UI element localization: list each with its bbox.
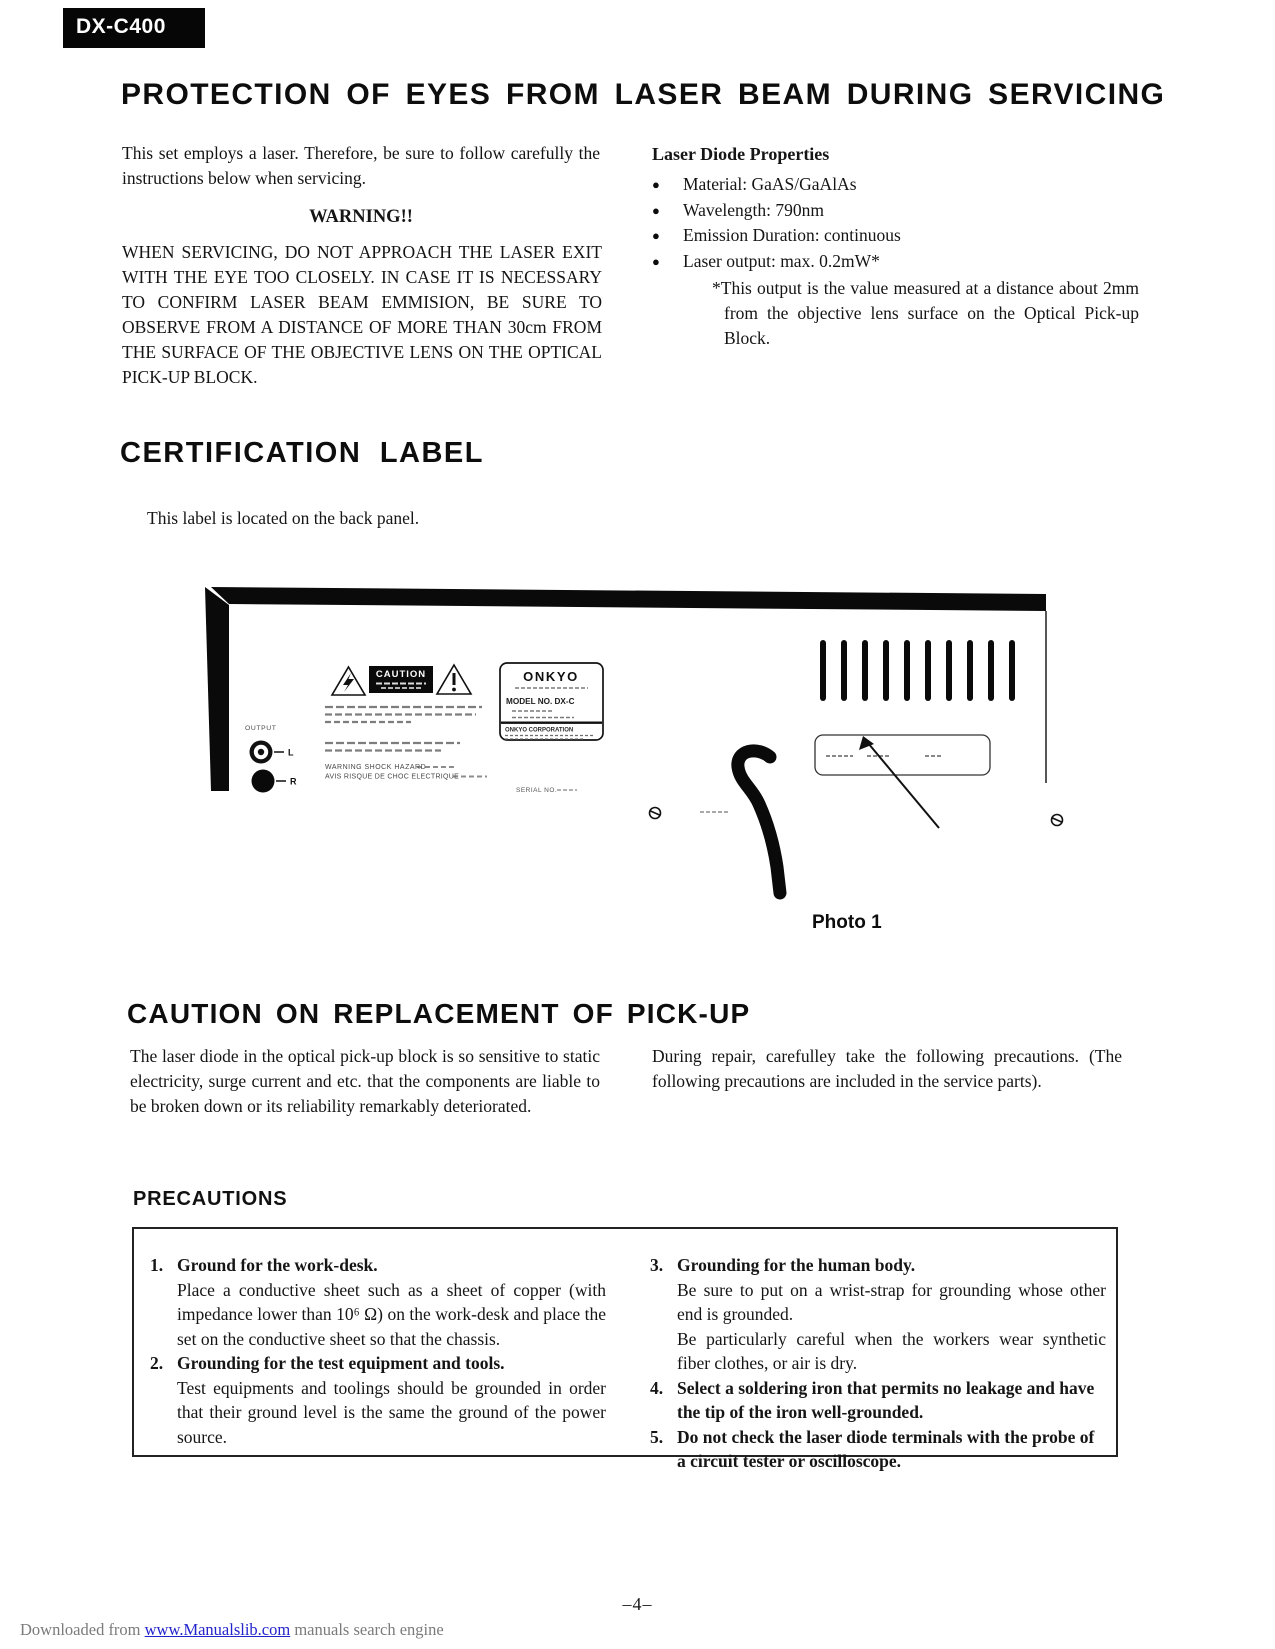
item-number: 2. — [150, 1353, 164, 1373]
download-footer — [20, 1620, 444, 1640]
bullet-icon: ● — [652, 228, 660, 243]
page-number: –4– — [622, 1594, 653, 1614]
item-body: Be particularly careful when the workers wear synthetic fiber clothes, or air is dry. — [677, 1328, 1106, 1373]
pointer-arrow — [859, 736, 939, 828]
corporation-line: ONKYO CORPORATION — [505, 727, 574, 734]
list-item-text: Laser output: max. 0.2mW* — [683, 250, 880, 271]
item-number: 1. — [150, 1255, 164, 1275]
laser-diode-properties-heading: Laser Diode Properties — [652, 144, 830, 164]
pickup-right-paragraph: During repair, carefulley take the following precautions. (The following precautions are included in the service parts). — [652, 1046, 1122, 1091]
bullet-icon: ● — [652, 253, 660, 269]
screw-icon — [1052, 815, 1063, 826]
laser-diode-properties-list — [652, 172, 1126, 274]
item-number: 5. — [650, 1426, 664, 1447]
item-body: Be sure to put on a wrist-strap for grounding whose other end is grounded. — [677, 1279, 1106, 1324]
list-item-text: Material: GaAS/GaAlAs — [683, 174, 857, 194]
precaution-item-2 — [150, 1351, 606, 1449]
precaution-item-5 — [650, 1425, 1106, 1474]
output-label: OUTPUT — [245, 725, 277, 732]
manualslib-link[interactable]: www.Manualslib.com — [144, 1620, 291, 1639]
item-title: Select a soldering iron that permits no leakage and have the tip of the iron well-grounded. — [677, 1377, 1095, 1422]
caution-label-text: CAUTION — [375, 669, 427, 680]
illegible-fine-print — [325, 707, 482, 751]
precaution-item-1 — [150, 1253, 606, 1351]
bullet-icon: ● — [652, 177, 660, 192]
item-number: 3. — [650, 1255, 664, 1275]
item-body: Place a conductive sheet such as a sheet of copper (with impedance lower than 10⁶ Ω) on the work-desk and place the set on the conductive sheet so that the chassis. — [177, 1279, 606, 1349]
avis-risque-line: AVIS RISQUE DE CHOC ELECTRIQUE — [325, 773, 460, 781]
power-cord — [738, 751, 780, 893]
item-body: Test equipments and toolings should be grounded in order that their ground level is the same the ground of the power source. — [177, 1377, 606, 1447]
caution-warning-triangle-exclamation-icon — [437, 665, 471, 694]
section-title-certification-label: CERTIFICATION LABEL — [120, 437, 484, 469]
laser-intro-paragraph: This set employs a laser. Therefore, be sure to follow carefully the instructions below when servicing. — [122, 143, 600, 188]
caution-warning-triangle-lightning-icon — [332, 667, 365, 695]
chassis-edges — [205, 587, 1046, 791]
back-panel-illustration — [195, 575, 1075, 907]
precautions-heading: PRECAUTIONS — [133, 1188, 288, 1210]
precautions-left-column — [150, 1253, 606, 1449]
bullet-icon: ● — [652, 202, 660, 218]
precaution-item-3 — [650, 1253, 1106, 1376]
item-title: Do not check the laser diode terminals with the probe of a circuit tester or oscilloscope. — [677, 1426, 1095, 1471]
certification-intro: This label is located on the back panel. — [147, 508, 420, 528]
section-title-pickup-replacement: CAUTION ON REPLACEMENT OF PICK-UP — [127, 998, 751, 1029]
onkyo-nameplate — [500, 663, 603, 740]
list-item-text: Emission Duration: continuous — [683, 225, 901, 245]
photo-caption: Photo 1 — [812, 912, 882, 933]
serial-no-label: SERIAL NO. — [516, 787, 558, 794]
list-item-text: Wavelength: 790nm — [683, 199, 824, 220]
item-title: Grounding for the test equipment and tools. — [177, 1353, 505, 1373]
output-jacks — [245, 725, 297, 793]
item-title: Ground for the work-desk. — [177, 1255, 378, 1275]
jack-l-label: L — [288, 747, 294, 758]
laser-output-footnote: *This output is the value measured at a distance about 2mm from the objective lens surface on the Optical Pick-up Block. — [712, 278, 1139, 348]
warning-heading: WARNING!! — [309, 207, 413, 227]
list-item — [652, 223, 1126, 249]
certification-label-outline — [815, 735, 990, 775]
precaution-item-4 — [650, 1376, 1106, 1425]
vent-slots — [820, 640, 1015, 701]
download-suffix: manuals search engine — [290, 1620, 444, 1639]
caution-label — [369, 666, 433, 693]
precautions-box — [132, 1227, 1118, 1471]
warning-paragraph: WHEN SERVICING, DO NOT APPROACH THE LASER EXIT WITH THE EYE TOO CLOSELY. IN CASE IT IS NECESSARY TO CONFIRM LASER BEAM EMMISION, BE SURE TO OBSERVE FROM A DISTANCE OF MORE THAN 30cm FROM THE SURFACE OF THE OBJECTIVE LENS ON THE OPTICAL PICK-UP BLOCK. — [122, 242, 602, 387]
precautions-right-column — [650, 1253, 1106, 1474]
list-item — [652, 172, 1126, 198]
screw-icon — [650, 808, 661, 819]
pickup-left-paragraph: The laser diode in the optical pick-up block is so sensitive to static electricity, surge current and etc. that the components are liable to be broken down or its reliability remarkably deteriorated. — [130, 1046, 600, 1116]
item-number: 4. — [650, 1377, 664, 1398]
jack-r-label: R — [290, 776, 297, 787]
section-title-laser-protection: PROTECTION OF EYES FROM LASER BEAM DURING SERVICING — [121, 78, 1166, 111]
model-number-line: MODEL NO. DX-C — [506, 697, 575, 706]
download-prefix: Downloaded from — [20, 1620, 145, 1639]
item-title: Grounding for the human body. — [677, 1255, 916, 1275]
list-item — [652, 198, 1126, 224]
shock-hazard-line: WARNING SHOCK HAZARD — [325, 764, 427, 771]
model-badge: DX-C400 — [63, 8, 205, 48]
list-item — [652, 249, 1126, 275]
brand-logo-text: ONKYO — [523, 669, 579, 684]
